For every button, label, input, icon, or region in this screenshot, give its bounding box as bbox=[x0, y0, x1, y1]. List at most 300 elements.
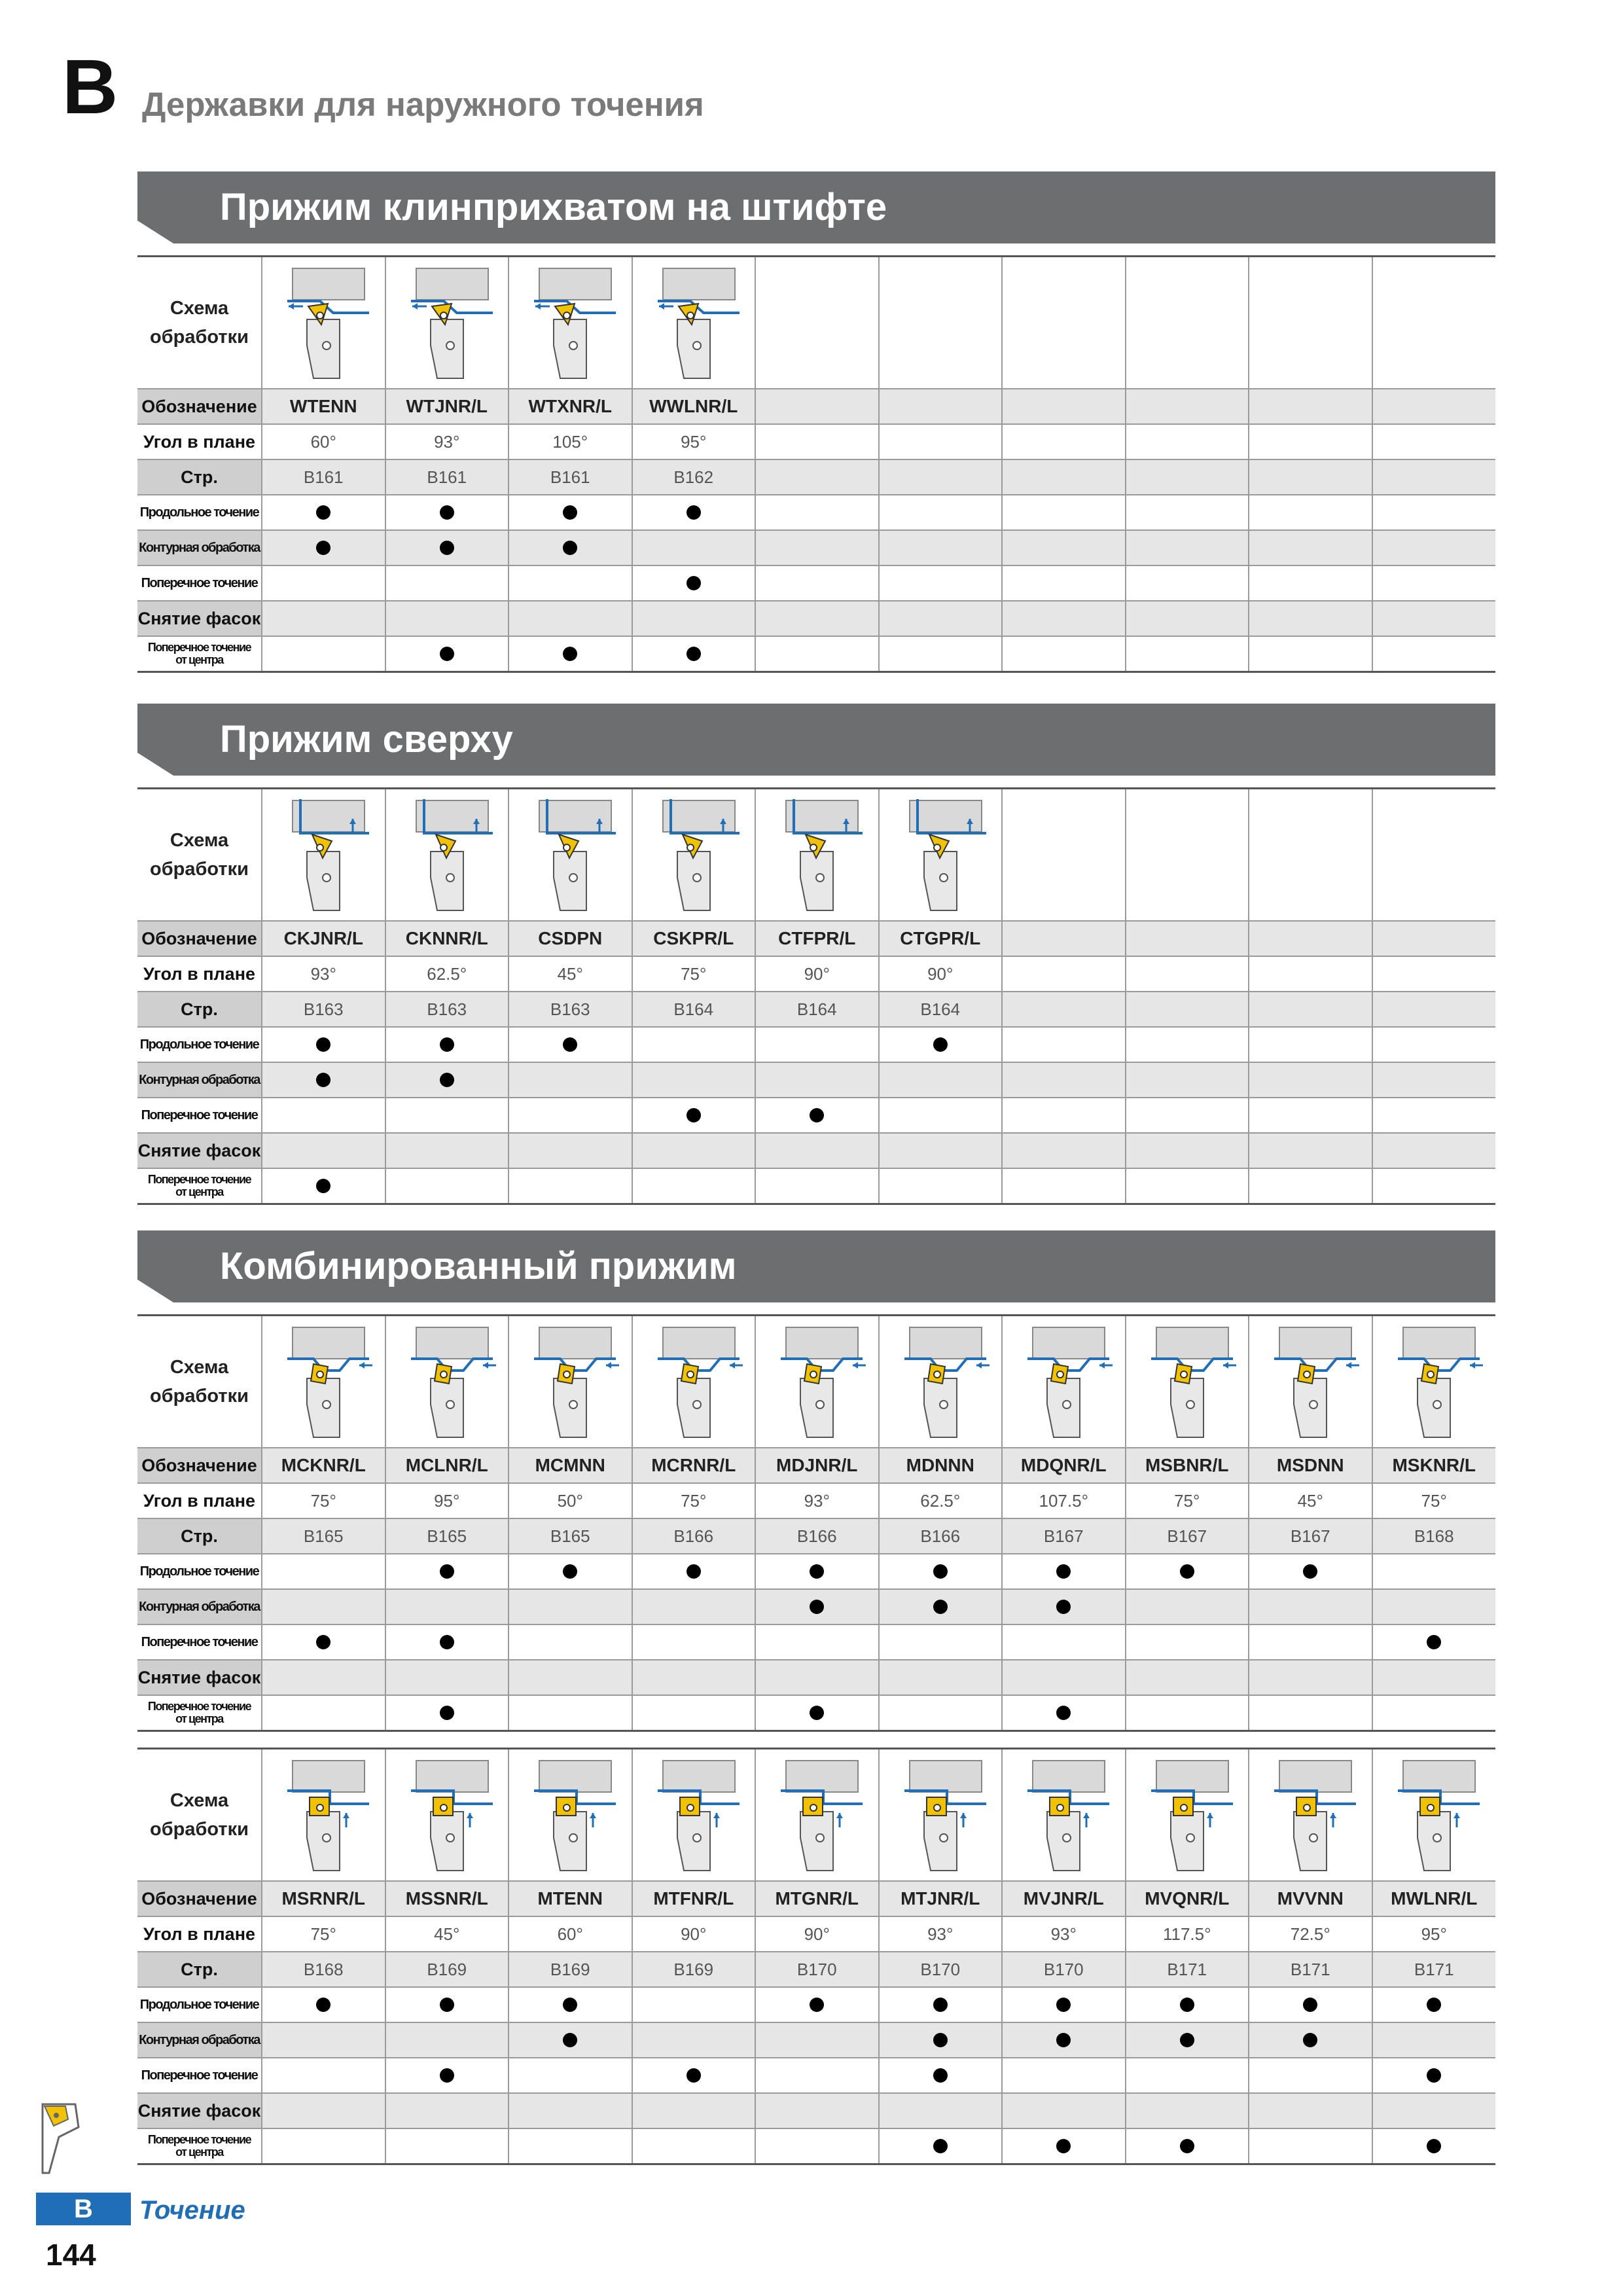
machining-scheme-icon bbox=[398, 1753, 496, 1877]
op-cell bbox=[1249, 2058, 1372, 2093]
row-label: Поперечное точение bbox=[141, 1634, 258, 1649]
value-cell bbox=[1126, 424, 1249, 459]
scheme-cell bbox=[1002, 789, 1126, 922]
page-value[interactable]: B168 bbox=[1414, 1526, 1454, 1546]
op-cell bbox=[1002, 636, 1126, 672]
value-cell bbox=[385, 389, 509, 424]
value-cell bbox=[879, 921, 1003, 956]
value-cell bbox=[1372, 389, 1496, 424]
op-cell bbox=[1249, 1133, 1372, 1168]
applicable-dot-icon bbox=[1427, 2139, 1441, 2153]
op-cell bbox=[1372, 2093, 1496, 2128]
row-label-cell bbox=[137, 2058, 262, 2093]
page-value[interactable]: B161 bbox=[303, 467, 344, 487]
op-cell bbox=[1126, 2022, 1249, 2058]
page-value[interactable]: B171 bbox=[1290, 1959, 1330, 1979]
chapter-label: Точение bbox=[139, 2196, 245, 2225]
op-cell bbox=[508, 1062, 632, 1098]
value-cell bbox=[1372, 1881, 1496, 1916]
row-angle bbox=[137, 1483, 1495, 1518]
op-cell bbox=[508, 636, 632, 672]
row-label-cell bbox=[137, 1952, 262, 1987]
machining-scheme-icon bbox=[1138, 1319, 1236, 1444]
angle-value: 93° bbox=[927, 1924, 954, 1944]
row-label: Угол в плане bbox=[143, 963, 256, 984]
op-cell bbox=[879, 2058, 1003, 2093]
op-cell bbox=[1126, 1168, 1249, 1204]
value-cell bbox=[262, 956, 385, 992]
op-cell bbox=[508, 2058, 632, 2093]
angle-value: 75° bbox=[681, 963, 707, 984]
value-cell bbox=[1249, 956, 1372, 992]
value-cell bbox=[1002, 1518, 1126, 1554]
angle-value: 45° bbox=[557, 963, 583, 984]
value-cell bbox=[262, 992, 385, 1027]
op-cell bbox=[508, 601, 632, 636]
op-cell bbox=[879, 1660, 1003, 1695]
angle-value: 105° bbox=[552, 431, 588, 452]
op-cell bbox=[755, 2058, 879, 2093]
op-cell bbox=[632, 2093, 756, 2128]
code-value: MDNNN bbox=[906, 1455, 974, 1475]
op-cell bbox=[1126, 2093, 1249, 2128]
code-value: MCLNR/L bbox=[405, 1455, 488, 1475]
value-cell bbox=[1126, 1483, 1249, 1518]
value-cell bbox=[262, 1518, 385, 1554]
value-cell bbox=[1002, 956, 1126, 992]
angle-value: 107.5° bbox=[1039, 1490, 1088, 1511]
op-cell bbox=[262, 2128, 385, 2164]
code-value: MSBNR/L bbox=[1145, 1455, 1229, 1475]
value-cell bbox=[879, 459, 1003, 495]
scheme-cell bbox=[1002, 1749, 1126, 1882]
row-label: от центра bbox=[175, 1185, 223, 1198]
row-contour bbox=[137, 1589, 1495, 1624]
row-label: Стр. bbox=[181, 1526, 218, 1546]
row-angle bbox=[137, 956, 1495, 992]
op-cell bbox=[262, 1554, 385, 1589]
machining-scheme-icon bbox=[1014, 1753, 1113, 1877]
scheme-label: обработки bbox=[150, 327, 249, 348]
scheme-label-cell bbox=[137, 789, 262, 922]
value-cell bbox=[632, 459, 756, 495]
value-cell bbox=[1002, 921, 1126, 956]
page-value[interactable]: B167 bbox=[1043, 1526, 1084, 1546]
applicable-dot-icon bbox=[316, 1998, 330, 2012]
section-title: Комбинированный прижим bbox=[220, 1245, 737, 1287]
applicable-dot-icon bbox=[1303, 1564, 1317, 1579]
machining-scheme-icon bbox=[521, 1319, 619, 1444]
page-value[interactable]: B169 bbox=[550, 1959, 590, 1979]
page-value[interactable]: B168 bbox=[303, 1959, 344, 1979]
machining-scheme-icon bbox=[891, 1753, 990, 1877]
op-cell bbox=[632, 601, 756, 636]
applicable-dot-icon bbox=[933, 2068, 948, 2083]
op-cell bbox=[1372, 2128, 1496, 2164]
machining-scheme-icon bbox=[1261, 1753, 1359, 1877]
scheme-label: обработки bbox=[150, 1386, 249, 1407]
op-cell bbox=[1002, 1062, 1126, 1098]
op-cell bbox=[1372, 1133, 1496, 1168]
op-cell bbox=[1002, 1695, 1126, 1731]
scheme-cell bbox=[1372, 1749, 1496, 1882]
machining-scheme-icon bbox=[1385, 1319, 1483, 1444]
chapter-tab[interactable]: B bbox=[36, 2193, 131, 2225]
page-value[interactable]: B171 bbox=[1167, 1959, 1207, 1979]
value-cell bbox=[879, 1518, 1003, 1554]
row-label-cell bbox=[137, 2022, 262, 2058]
page-value[interactable]: B166 bbox=[796, 1526, 837, 1546]
op-cell bbox=[1126, 2058, 1249, 2093]
value-cell bbox=[1002, 389, 1126, 424]
angle-value: 90° bbox=[804, 1924, 830, 1944]
op-cell bbox=[385, 2058, 509, 2093]
section-title: Прижим сверху bbox=[220, 718, 513, 761]
op-cell bbox=[385, 565, 509, 601]
scheme-cell bbox=[1002, 1316, 1126, 1448]
value-cell bbox=[262, 1483, 385, 1518]
page-value[interactable]: B164 bbox=[673, 999, 714, 1019]
value-cell bbox=[385, 992, 509, 1027]
applicable-dot-icon bbox=[933, 1998, 948, 2012]
section-banner bbox=[137, 704, 1495, 776]
value-cell bbox=[879, 389, 1003, 424]
spec-table bbox=[137, 255, 1495, 673]
code-value: MSSNR/L bbox=[405, 1888, 488, 1909]
op-cell bbox=[1249, 1098, 1372, 1133]
applicable-dot-icon bbox=[440, 1564, 454, 1579]
scheme-cell bbox=[632, 1316, 756, 1448]
value-cell bbox=[385, 1952, 509, 1987]
scheme-cell bbox=[508, 257, 632, 389]
page-value[interactable]: B161 bbox=[427, 467, 467, 487]
machining-scheme-icon bbox=[891, 1319, 990, 1444]
row-label: Поперечное точение bbox=[141, 575, 258, 590]
op-cell bbox=[262, 1660, 385, 1695]
applicable-dot-icon bbox=[563, 647, 577, 661]
row-label: Поперечное точение bbox=[141, 2068, 258, 2083]
page-value[interactable]: B165 bbox=[550, 1526, 590, 1546]
op-cell bbox=[1372, 1168, 1496, 1204]
op-cell bbox=[1126, 1098, 1249, 1133]
row-center bbox=[137, 1168, 1495, 1204]
op-cell bbox=[262, 2058, 385, 2093]
value-cell bbox=[1126, 1518, 1249, 1554]
row-label: Угол в плане bbox=[143, 1924, 256, 1944]
row-label-cell bbox=[137, 1518, 262, 1554]
page-value[interactable]: B161 bbox=[550, 467, 590, 487]
row-label-cell bbox=[137, 1062, 262, 1098]
value-cell bbox=[1372, 1518, 1496, 1554]
value-cell bbox=[632, 389, 756, 424]
code-value: MCMNN bbox=[535, 1455, 605, 1475]
op-cell bbox=[508, 1554, 632, 1589]
row-chamfer bbox=[137, 2093, 1495, 2128]
op-cell bbox=[385, 1987, 509, 2022]
value-cell bbox=[879, 1952, 1003, 1987]
value-cell bbox=[262, 1881, 385, 1916]
op-cell bbox=[1249, 1695, 1372, 1731]
page-value[interactable]: B169 bbox=[427, 1959, 467, 1979]
op-cell bbox=[632, 1027, 756, 1062]
op-cell bbox=[1372, 1624, 1496, 1660]
op-cell bbox=[1126, 565, 1249, 601]
page-value[interactable]: B165 bbox=[427, 1526, 467, 1546]
scheme-cell bbox=[1126, 1749, 1249, 1882]
page-value[interactable]: B171 bbox=[1414, 1959, 1454, 1979]
scheme-cell bbox=[632, 789, 756, 922]
angle-value: 72.5° bbox=[1290, 1924, 1330, 1944]
machining-scheme-icon bbox=[521, 793, 619, 917]
machining-scheme-icon bbox=[398, 260, 496, 385]
row-angle bbox=[137, 1916, 1495, 1952]
op-cell bbox=[1002, 530, 1126, 565]
value-cell bbox=[508, 459, 632, 495]
op-cell bbox=[1372, 1987, 1496, 2022]
row-label-cell bbox=[137, 459, 262, 495]
value-cell bbox=[1002, 424, 1126, 459]
value-cell bbox=[385, 1483, 509, 1518]
machining-scheme-icon bbox=[398, 793, 496, 917]
page-value[interactable]: B169 bbox=[673, 1959, 714, 1979]
op-cell bbox=[1249, 1062, 1372, 1098]
scheme-cell bbox=[262, 257, 385, 389]
section-banner bbox=[137, 171, 1495, 243]
scheme-cell bbox=[1126, 1316, 1249, 1448]
row-page bbox=[137, 459, 1495, 495]
value-cell bbox=[1249, 389, 1372, 424]
machining-scheme-icon bbox=[274, 260, 372, 385]
scheme-cell bbox=[755, 1749, 879, 1882]
value-cell bbox=[1249, 1881, 1372, 1916]
op-cell bbox=[1126, 601, 1249, 636]
value-cell bbox=[755, 424, 879, 459]
row-transverse bbox=[137, 1098, 1495, 1133]
op-cell bbox=[385, 1098, 509, 1133]
section-title: Прижим клинприхватом на штифте bbox=[220, 186, 887, 228]
op-cell bbox=[1002, 495, 1126, 530]
value-cell bbox=[632, 1518, 756, 1554]
op-cell bbox=[879, 565, 1003, 601]
op-cell bbox=[755, 2022, 879, 2058]
op-cell bbox=[1002, 1987, 1126, 2022]
op-cell bbox=[1372, 636, 1496, 672]
value-cell bbox=[1249, 921, 1372, 956]
applicable-dot-icon bbox=[440, 647, 454, 661]
applicable-dot-icon bbox=[933, 2033, 948, 2047]
row-center bbox=[137, 2128, 1495, 2164]
code-value: MTENN bbox=[537, 1888, 603, 1909]
applicable-dot-icon bbox=[316, 1635, 330, 1649]
op-cell bbox=[632, 1695, 756, 1731]
op-cell bbox=[1002, 1624, 1126, 1660]
row-label-cell bbox=[137, 1624, 262, 1660]
op-cell bbox=[1249, 1624, 1372, 1660]
value-cell bbox=[632, 1881, 756, 1916]
angle-value: 75° bbox=[1421, 1490, 1447, 1511]
value-cell bbox=[1002, 1916, 1126, 1952]
op-cell bbox=[632, 1589, 756, 1624]
op-cell bbox=[1372, 1695, 1496, 1731]
value-cell bbox=[755, 1916, 879, 1952]
value-cell bbox=[385, 1916, 509, 1952]
value-cell bbox=[1002, 1483, 1126, 1518]
angle-value: 75° bbox=[310, 1924, 336, 1944]
op-cell bbox=[262, 2022, 385, 2058]
row-label: Снятие фасок bbox=[137, 608, 261, 628]
angle-value: 95° bbox=[434, 1490, 460, 1511]
op-cell bbox=[1002, 1589, 1126, 1624]
op-cell bbox=[879, 1168, 1003, 1204]
row-label-cell bbox=[137, 601, 262, 636]
value-cell bbox=[879, 992, 1003, 1027]
value-cell bbox=[755, 1881, 879, 1916]
value-cell bbox=[755, 992, 879, 1027]
angle-value: 93° bbox=[434, 431, 460, 452]
op-cell bbox=[1002, 2022, 1126, 2058]
applicable-dot-icon bbox=[1180, 2139, 1194, 2153]
applicable-dot-icon bbox=[687, 647, 701, 661]
applicable-dot-icon bbox=[1056, 1706, 1071, 1720]
op-cell bbox=[1372, 2022, 1496, 2058]
applicable-dot-icon bbox=[933, 1600, 948, 1614]
op-cell bbox=[1372, 1589, 1496, 1624]
code-value: MDQNR/L bbox=[1020, 1455, 1107, 1475]
page-value[interactable]: B170 bbox=[920, 1959, 961, 1979]
page-value[interactable]: B166 bbox=[673, 1526, 714, 1546]
row-longitudinal bbox=[137, 495, 1495, 530]
code-value: MDJNR/L bbox=[776, 1455, 858, 1475]
op-cell bbox=[1372, 565, 1496, 601]
scheme-cell bbox=[755, 789, 879, 922]
page-value[interactable]: B167 bbox=[1167, 1526, 1207, 1546]
op-cell bbox=[755, 1062, 879, 1098]
page-value[interactable]: B164 bbox=[920, 999, 961, 1019]
op-cell bbox=[1002, 2058, 1126, 2093]
angle-value: 50° bbox=[557, 1490, 583, 1511]
row-label: Продольное точение bbox=[139, 505, 259, 520]
op-cell bbox=[879, 1098, 1003, 1133]
value-cell bbox=[385, 1518, 509, 1554]
scheme-label-cell bbox=[137, 1749, 262, 1882]
op-cell bbox=[1372, 1098, 1496, 1133]
row-longitudinal bbox=[137, 1554, 1495, 1589]
value-cell bbox=[879, 1881, 1003, 1916]
row-scheme bbox=[137, 257, 1495, 389]
applicable-dot-icon bbox=[810, 1108, 824, 1122]
code-value: MSKNR/L bbox=[1392, 1455, 1476, 1475]
angle-value: 95° bbox=[1421, 1924, 1447, 1944]
row-scheme bbox=[137, 1749, 1495, 1882]
page-value[interactable]: B163 bbox=[427, 999, 467, 1019]
value-cell bbox=[385, 1881, 509, 1916]
page-value[interactable]: B166 bbox=[920, 1526, 961, 1546]
value-cell bbox=[755, 956, 879, 992]
op-cell bbox=[1249, 1660, 1372, 1695]
row-chamfer bbox=[137, 1133, 1495, 1168]
op-cell bbox=[508, 1589, 632, 1624]
row-label: Продольное точение bbox=[139, 1037, 259, 1052]
row-center bbox=[137, 636, 1495, 672]
op-cell bbox=[385, 2128, 509, 2164]
machining-scheme-icon bbox=[521, 1753, 619, 1877]
row-label-cell bbox=[137, 1916, 262, 1952]
applicable-dot-icon bbox=[563, 2033, 577, 2047]
row-label: Контурная обработка bbox=[139, 2032, 260, 2047]
applicable-dot-icon bbox=[1056, 1600, 1071, 1614]
applicable-dot-icon bbox=[810, 1706, 824, 1720]
page-value[interactable]: B170 bbox=[796, 1959, 837, 1979]
op-cell bbox=[508, 1168, 632, 1204]
row-label-cell bbox=[137, 530, 262, 565]
applicable-dot-icon bbox=[1427, 1635, 1441, 1649]
applicable-dot-icon bbox=[316, 1073, 330, 1087]
op-cell bbox=[1249, 495, 1372, 530]
machining-scheme-icon bbox=[521, 260, 619, 385]
value-cell bbox=[632, 1952, 756, 1987]
op-cell bbox=[262, 2093, 385, 2128]
page-value[interactable]: B167 bbox=[1290, 1526, 1330, 1546]
value-cell bbox=[262, 1952, 385, 1987]
scheme-label: Схема bbox=[169, 1790, 229, 1811]
op-cell bbox=[879, 601, 1003, 636]
op-cell bbox=[879, 636, 1003, 672]
value-cell bbox=[1372, 459, 1496, 495]
op-cell bbox=[1126, 1027, 1249, 1062]
scheme-label: Схема bbox=[169, 830, 229, 851]
page-value[interactable]: B162 bbox=[673, 467, 714, 487]
page-value[interactable]: B170 bbox=[1043, 1959, 1084, 1979]
op-cell bbox=[879, 1062, 1003, 1098]
op-cell bbox=[1372, 530, 1496, 565]
op-cell bbox=[262, 636, 385, 672]
page-value[interactable]: B163 bbox=[303, 999, 344, 1019]
chapter-letter: B bbox=[62, 44, 118, 130]
op-cell bbox=[1249, 1554, 1372, 1589]
scheme-cell bbox=[1249, 1749, 1372, 1882]
value-cell bbox=[879, 1483, 1003, 1518]
op-cell bbox=[1372, 1027, 1496, 1062]
op-cell bbox=[1126, 1062, 1249, 1098]
applicable-dot-icon bbox=[1303, 1998, 1317, 2012]
applicable-dot-icon bbox=[440, 1706, 454, 1720]
op-cell bbox=[508, 1133, 632, 1168]
row-label: Стр. bbox=[181, 1959, 218, 1979]
op-cell bbox=[1126, 1624, 1249, 1660]
op-cell bbox=[508, 495, 632, 530]
row-label: Обозначение bbox=[141, 396, 257, 416]
applicable-dot-icon bbox=[563, 1564, 577, 1579]
op-cell bbox=[755, 1168, 879, 1204]
angle-value: 90° bbox=[681, 1924, 707, 1944]
op-cell bbox=[632, 1062, 756, 1098]
row-label-cell bbox=[137, 956, 262, 992]
angle-value: 75° bbox=[1174, 1490, 1200, 1511]
page-value[interactable]: B163 bbox=[550, 999, 590, 1019]
row-label-cell bbox=[137, 2128, 262, 2164]
scheme-cell bbox=[755, 257, 879, 389]
page-value[interactable]: B165 bbox=[303, 1526, 344, 1546]
scheme-cell bbox=[385, 789, 509, 922]
machining-scheme-icon bbox=[768, 793, 866, 917]
op-cell bbox=[1002, 1554, 1126, 1589]
op-cell bbox=[1249, 1027, 1372, 1062]
op-cell bbox=[632, 1168, 756, 1204]
page-value[interactable]: B164 bbox=[796, 999, 837, 1019]
op-cell bbox=[385, 2022, 509, 2058]
scheme-label: обработки bbox=[150, 859, 249, 880]
row-label: Снятие фасок bbox=[137, 2100, 261, 2121]
